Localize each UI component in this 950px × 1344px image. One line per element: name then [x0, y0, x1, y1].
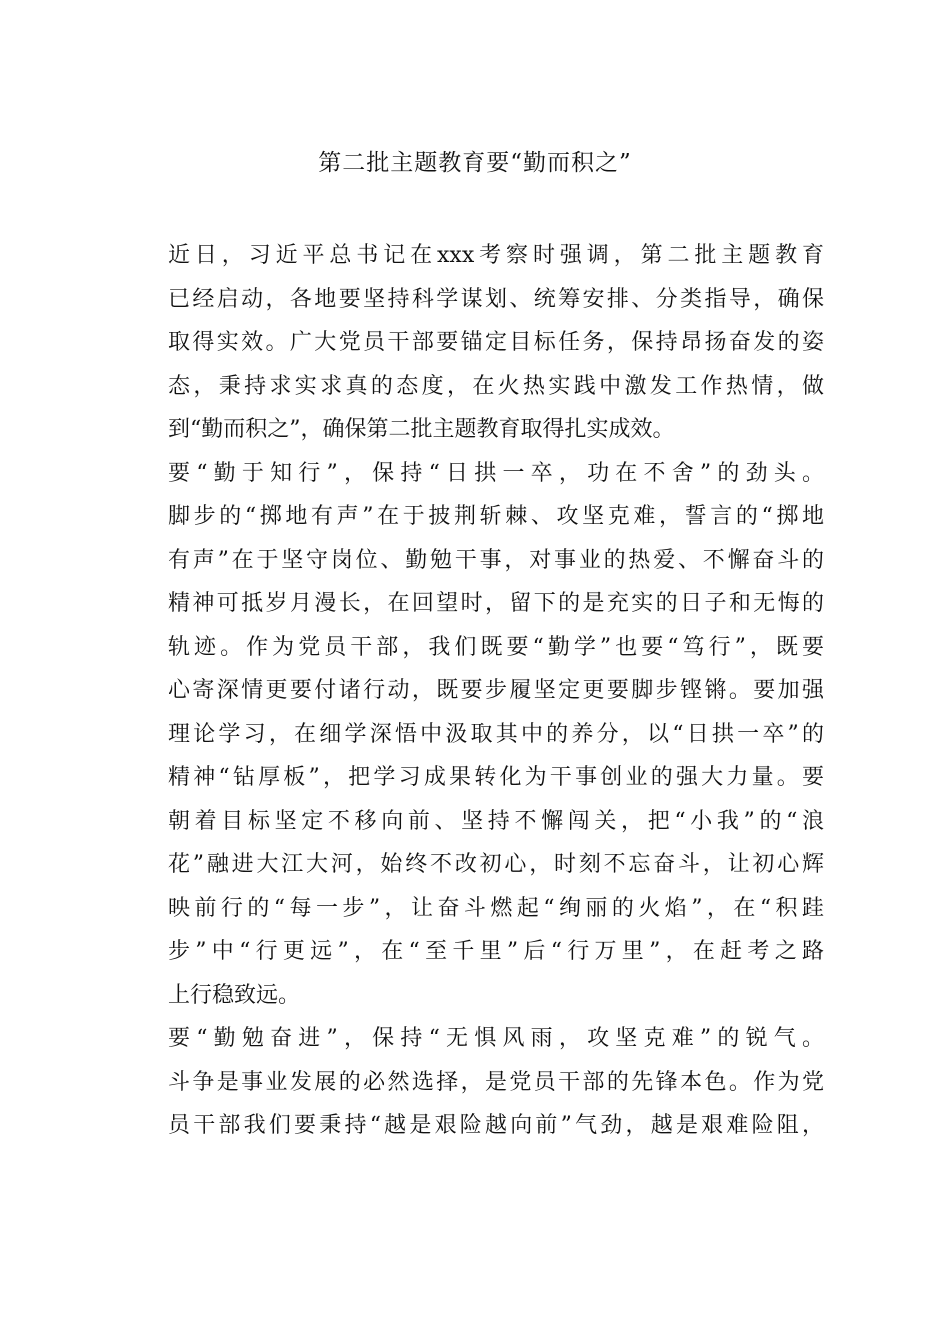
text-line: 理论学习，在细学深悟中汲取其中的养分，以“日拱一卒”的: [168, 721, 824, 747]
document-body: [124, 234, 824, 1148]
text-line: 要“勤勉奋进”，保持“无惧风雨，攻坚克难”的锐气。: [168, 1026, 824, 1051]
text-line: 精神“钻厚板”，把学习成果转化为干事创业的强大力量。要: [168, 765, 824, 790]
document-title: 第二批主题教育要“勤而积之”: [318, 150, 632, 176]
text-line: 到“勤而积之”，确保第二批主题教育取得扎实成效。: [168, 417, 675, 442]
text-line: 映前行的“每一步”，让奋斗燃起“绚丽的火焰”，在“积跬: [168, 895, 824, 921]
text-line: 态，秉持求实求真的态度，在火热实践中激发工作热情，做: [168, 373, 824, 399]
text-line: 员干部我们要秉持“越是艰险越向前”气劲，越是艰难险阻，: [168, 1113, 824, 1138]
text-line: 朝着目标坚定不移向前、坚持不懈闯关，把“小我”的“浪: [168, 808, 824, 834]
paragraph-3: [124, 1017, 824, 1148]
text-line: 脚步的“掷地有声”在于披荆斩棘、攻坚克难，誓言的“掷地: [168, 504, 824, 529]
text-line: 花”融进大江大河，始终不改初心，时刻不忘奋斗，让初心辉: [168, 852, 824, 877]
text-line: 步”中“行更远”，在“至千里”后“行万里”，在赶考之路: [168, 939, 824, 964]
paragraph-1: [124, 234, 824, 452]
text-line: 有声”在于坚守岗位、勤勉干事，对事业的热爱、不懈奋斗的: [168, 547, 824, 573]
text-line: 要“勤于知行”，保持“日拱一卒，功在不舍”的劲头。: [168, 460, 824, 486]
text-line: 取得实效。广大党员干部要锚定目标任务，保持昂扬奋发的姿: [168, 330, 824, 355]
text-line: 已经启动，各地要坚持科学谋划、统筹安排、分类指导，确保: [168, 286, 824, 312]
text-line: 轨迹。作为党员干部，我们既要“勤学”也要“笃行”，既要: [168, 634, 824, 660]
paragraph-2: [124, 452, 824, 1018]
text-line: 斗争是事业发展的必然选择，是党员干部的先锋本色。作为党: [168, 1069, 824, 1095]
text-line: 心寄深情更要付诸行动，既要步履坚定更要脚步铿锵。要加强: [168, 678, 824, 703]
text-line: 上行稳致远。: [168, 982, 301, 1008]
text-line: 近日，习近平总书记在xxx考察时强调，第二批主题教育: [168, 243, 824, 268]
text-line: 精神可抵岁月漫长，在回望时，留下的是充实的日子和无悔的: [168, 591, 824, 616]
